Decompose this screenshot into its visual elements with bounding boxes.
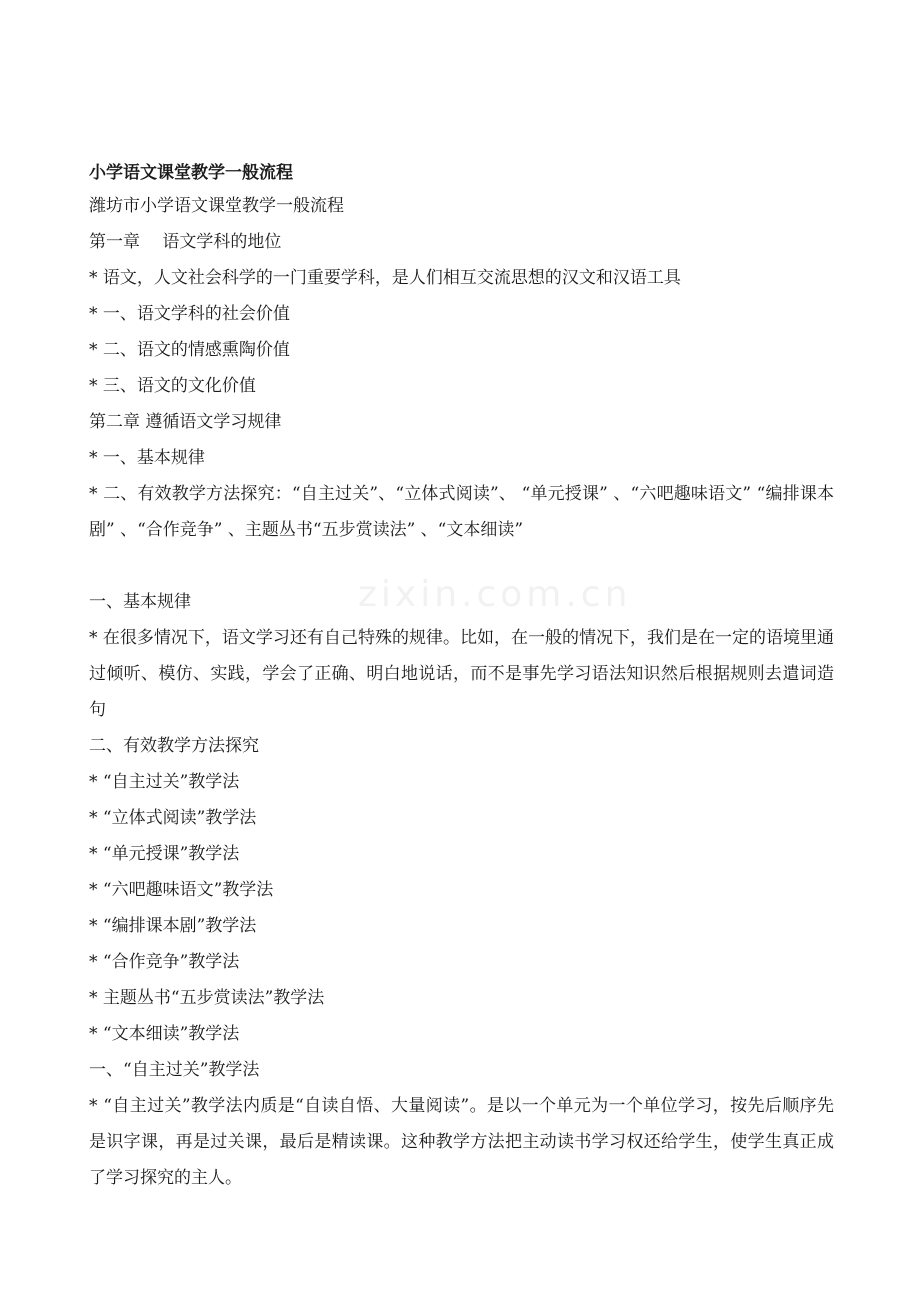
chapter-2-heading: 第二章 遵循语文学习规律	[89, 412, 282, 432]
method-item: * “编排课本剧”教学法	[89, 916, 257, 936]
section-paragraph: * “自主过关”教学法内质是“自读自悟、大量阅读”。是以一个单元为一个单位学习，按先后顺序先是识字课，再是过关课，最后是精读课。这种教学方法把主动读书学习权还给学生，使学生真正成了学习探究的主人。	[89, 1096, 834, 1188]
section-heading: 一、基本规律	[89, 592, 191, 612]
method-item: * “单元授课”教学法	[89, 844, 240, 864]
chapter-1-heading: 第一章 语文学科的地位	[89, 232, 282, 252]
watermark: zixin.com.cn	[358, 574, 632, 615]
blank-line	[89, 548, 834, 584]
section-paragraph: * 在很多情况下，语文学习还有自己特殊的规律。比如，在一般的情况下，我们是在一定的语境里通过倾听、模仿、实践，学会了正确、明白地说话，而不是事先学习语法知识然后根据规则去遣词造句	[89, 628, 834, 720]
method-item: * “自主过关”教学法	[89, 772, 240, 792]
document-body	[89, 158, 834, 1196]
method-item: * “文本细读”教学法	[89, 1024, 240, 1044]
method-item: * “六吧趣味语文”教学法	[89, 880, 274, 900]
chapter-2-item: * 一、基本规律	[89, 448, 205, 468]
chapter-1-item: * 一、语文学科的社会价值	[89, 304, 290, 324]
document-subtitle: 潍坊市小学语文课堂教学一般流程	[89, 196, 344, 216]
section-heading: 二、有效教学方法探究	[89, 736, 259, 756]
method-item: * “立体式阅读”教学法	[89, 808, 257, 828]
document-title: 小学语文课堂教学一般流程	[89, 163, 293, 183]
method-item: * 主题丛书“五步赏读法”教学法	[89, 988, 325, 1008]
section-heading: 一、“自主过关”教学法	[89, 1060, 260, 1080]
chapter-1-item: * 语文，人文社会科学的一门重要学科，是人们相互交流思想的汉文和汉语工具	[89, 268, 681, 288]
chapter-2-item: * 二、有效教学方法探究：“自主过关”、“立体式阅读”、 “单元授课” 、“六吧趣味语文” “编排课本剧” 、“合作竞争” 、主题丛书“五步赏读法” 、“文本细读”	[89, 484, 834, 540]
method-item: * “合作竞争”教学法	[89, 952, 240, 972]
chapter-1-item: * 二、语文的情感熏陶价值	[89, 340, 290, 360]
chapter-1-item: * 三、语文的文化价值	[89, 376, 256, 396]
